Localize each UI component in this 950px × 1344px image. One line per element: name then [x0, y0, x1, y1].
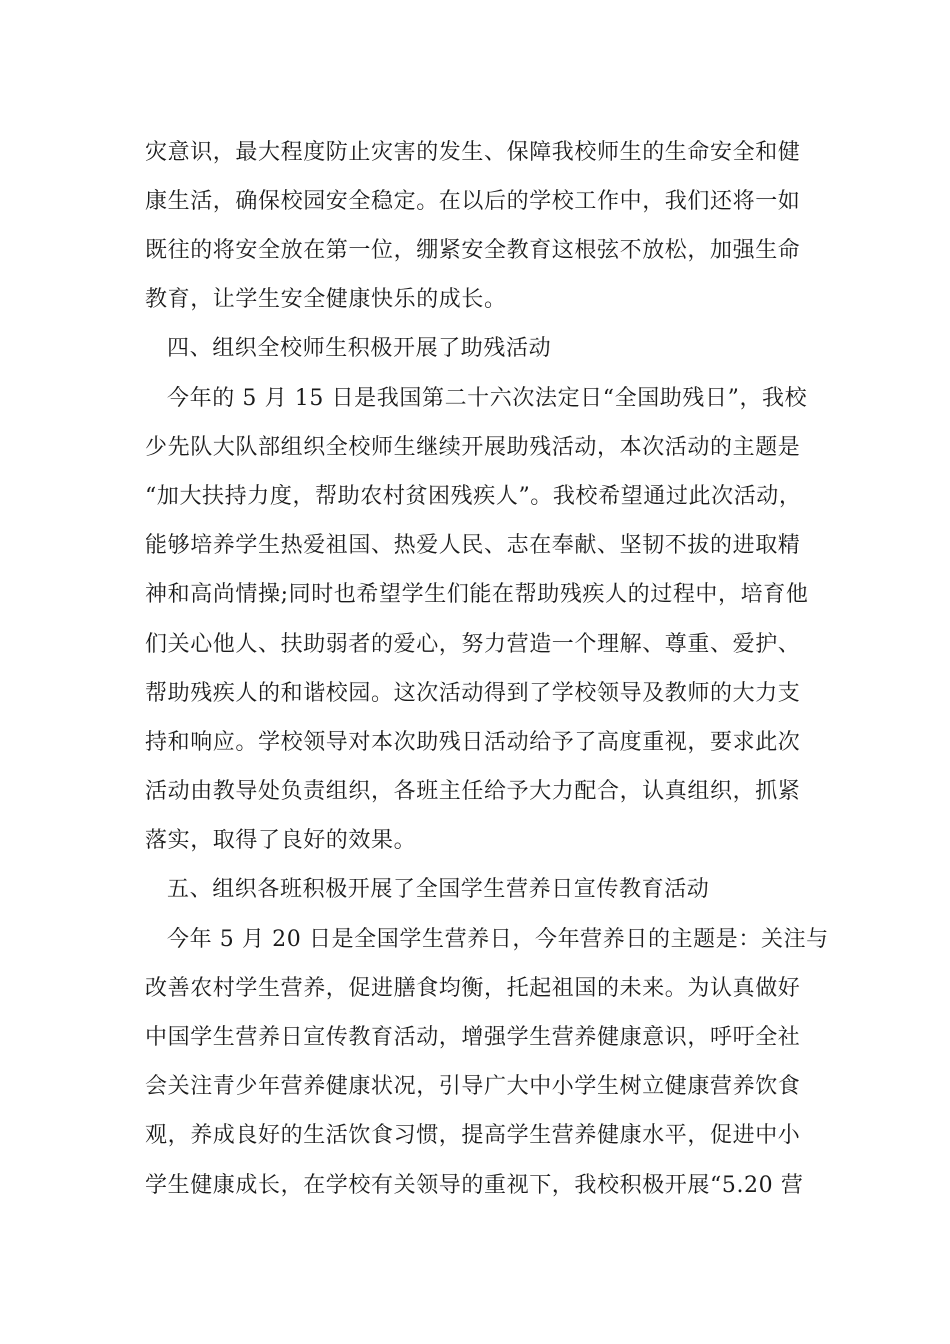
text-line-1: 灾意识，最大程度防止灾害的发生、保障我校师生的生命安全和健 [145, 140, 801, 165]
text-line-3: 既往的将安全放在第一位，绷紧安全教育这根弦不放松，加强生命 [145, 238, 801, 263]
text-line-21: 观，养成良好的生活饮食习惯，提高学生营养健康水平，促进中小 [145, 1123, 801, 1148]
text-line-14: 活动由教导处负责组织，各班主任给予大力配合，认真组织，抓紧 [145, 779, 801, 804]
text-line-19: 中国学生营养日宣传教育活动，增强学生营养健康意识，呼吁全社 [145, 1025, 801, 1050]
text-line-4: 教育，让学生安全健康快乐的成长。 [145, 287, 507, 312]
section-heading-4: 四、组织全校师生积极开展了助残活动 [167, 336, 552, 361]
text-line-13: 持和响应。学校领导对本次助残日活动给予了高度重视，要求此次 [145, 730, 801, 755]
text-line-22: 学生健康成长，在学校有关领导的重视下，我校积极开展“5.20 营 [145, 1173, 804, 1198]
text-line-8: “加大扶持力度，帮助农村贫困残疾人”。我校希望通过此次活动， [145, 484, 802, 509]
text-line-12: 帮助残疾人的和谐校园。这次活动得到了学校领导及教师的大力支 [145, 681, 801, 706]
section-heading-5: 五、组织各班积极开展了全国学生营养日宣传教育活动 [167, 877, 710, 902]
text-line-9: 能够培养学生热爱祖国、热爱人民、志在奉献、坚韧不拔的进取精 [145, 533, 801, 558]
text-line-7: 少先队大队部组织全校师生继续开展助残活动，本次活动的主题是 [145, 435, 801, 460]
text-line-17: 今年 5 月 20 日是全国学生营养日，今年营养日的主题是：关注与 [167, 927, 829, 952]
text-line-10: 神和高尚情操;同时也希望学生们能在帮助残疾人的过程中，培育他 [145, 582, 809, 607]
text-line-2: 康生活，确保校园安全稳定。在以后的学校工作中，我们还将一如 [145, 189, 801, 214]
text-line-20: 会关注青少年营养健康状况，引导广大中小学生树立健康营养饮食 [145, 1074, 801, 1099]
text-line-6: 今年的 5 月 15 日是我国第二十六次法定日“全国助残日”，我校 [167, 386, 808, 411]
text-line-15: 落实，取得了良好的效果。 [145, 828, 417, 853]
text-line-18: 改善农村学生营养，促进膳食均衡，托起祖国的未来。为认真做好 [145, 976, 801, 1001]
text-line-11: 们关心他人、扶助弱者的爱心，努力营造一个理解、尊重、爱护、 [145, 632, 801, 657]
